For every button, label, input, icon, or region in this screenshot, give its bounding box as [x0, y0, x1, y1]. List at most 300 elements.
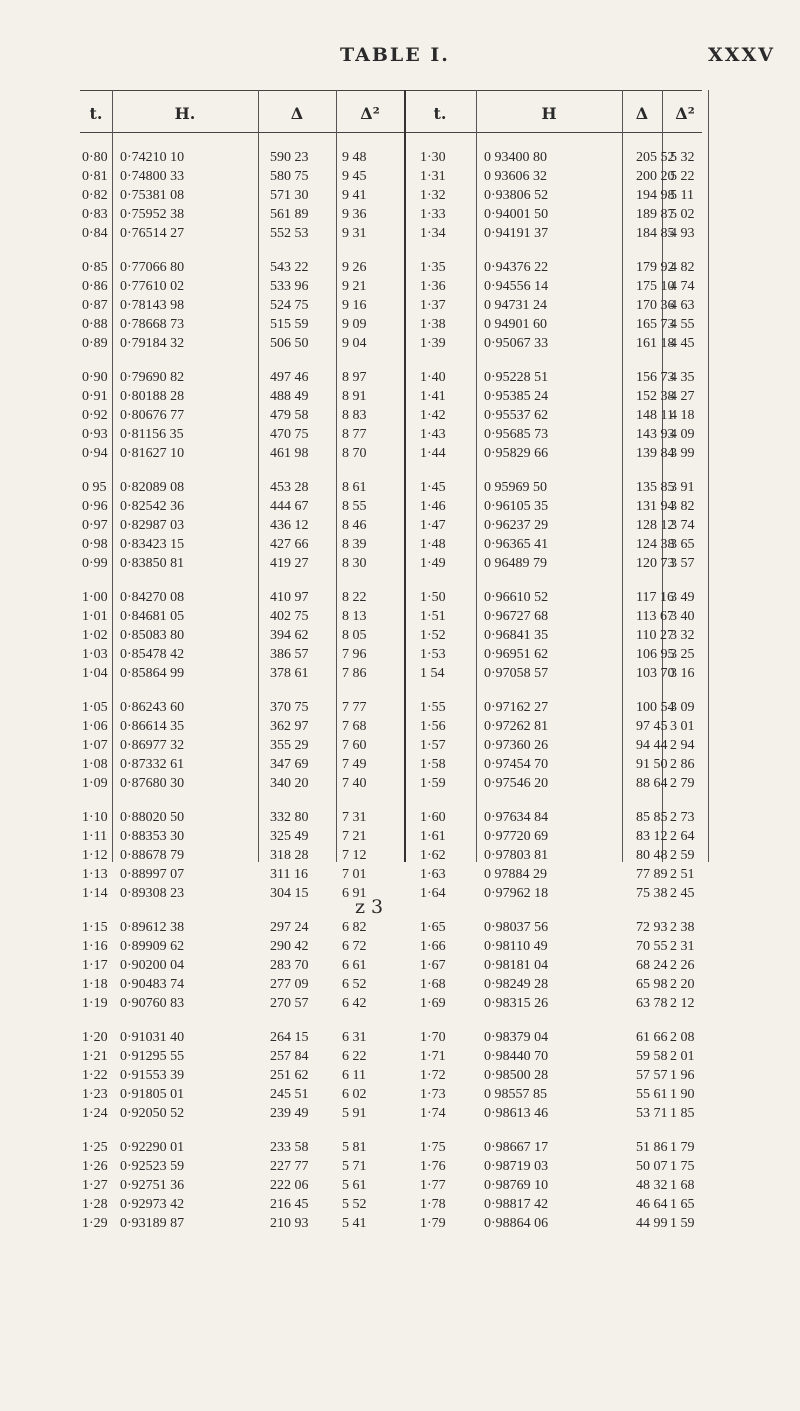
table-row: [72, 865, 712, 884]
cell-h-right: 0·98037 56: [484, 920, 549, 935]
cell-delta2-left: 5 41: [342, 1216, 367, 1231]
cell-t-left: 1·29: [82, 1216, 108, 1231]
cell-t-left: 1·10: [82, 810, 108, 825]
cell-t-left: 1·18: [82, 977, 108, 992]
cell-delta-left: 297 24: [270, 920, 309, 935]
table-row: [72, 588, 712, 607]
table-row: [72, 664, 712, 683]
cell-t-left: 1·15: [82, 920, 108, 935]
cell-delta2-left: 8 70: [342, 446, 367, 461]
row-group: [72, 1028, 712, 1123]
cell-t-left: 1·14: [82, 886, 108, 901]
cell-delta-right: 94 44: [636, 738, 668, 753]
cell-delta-right: 51 86: [636, 1140, 668, 1155]
cell-delta2-left: 9 31: [342, 226, 367, 241]
cell-delta2-right: 2 38: [670, 920, 695, 935]
cell-t-right: 1·53: [420, 647, 446, 662]
cell-delta-right: 85 85: [636, 810, 668, 825]
cell-delta2-right: 3 74: [670, 518, 695, 533]
cell-t-right: 1·79: [420, 1216, 446, 1231]
cell-delta2-right: 4 18: [670, 408, 695, 423]
cell-delta2-right: 1 68: [670, 1178, 695, 1193]
cell-t-left: 0·87: [82, 298, 108, 313]
cell-h-right: 0·97634 84: [484, 810, 549, 825]
cell-t-right: 1·49: [420, 556, 446, 571]
cell-t-right: 1·78: [420, 1197, 446, 1212]
table-row: [72, 937, 712, 956]
cell-t-right: 1·30: [420, 150, 446, 165]
cell-h-right: 0·95537 62: [484, 408, 549, 423]
cell-h-left: 0·90200 04: [120, 958, 185, 973]
cell-t-left: 0·90: [82, 370, 108, 385]
table-row: [72, 846, 712, 865]
cell-delta2-left: 9 04: [342, 336, 367, 351]
cell-h-right: 0·95385 24: [484, 389, 549, 404]
cell-delta-right: 68 24: [636, 958, 668, 973]
cell-h-left: 0·77066 80: [120, 260, 185, 275]
cell-t-left: 1·17: [82, 958, 108, 973]
table-row: [72, 736, 712, 755]
cell-delta-right: 128 12: [636, 518, 675, 533]
cell-t-left: 0·99: [82, 556, 108, 571]
cell-h-right: 0·98379 04: [484, 1030, 549, 1045]
cell-t-right: 1·68: [420, 977, 446, 992]
cell-delta2-right: 1 65: [670, 1197, 695, 1212]
cell-h-left: 0·82089 08: [120, 480, 185, 495]
cell-delta-left: 222 06: [270, 1178, 309, 1193]
table-row: [72, 444, 712, 463]
cell-t-right: 1·52: [420, 628, 446, 643]
top-rule: [80, 90, 702, 91]
table-row: [72, 478, 712, 497]
cell-h-left: 0·83850 81: [120, 556, 185, 571]
cell-h-left: 0·75952 38: [120, 207, 185, 222]
cell-delta-left: 277 09: [270, 977, 309, 992]
cell-delta-right: 184 85: [636, 226, 675, 241]
table-row: [72, 516, 712, 535]
cell-t-right: 1·64: [420, 886, 446, 901]
cell-delta2-left: 7 77: [342, 700, 367, 715]
cell-h-left: 0·92290 01: [120, 1140, 185, 1155]
cell-h-right: 0·96610 52: [484, 590, 549, 605]
cell-delta-left: 427 66: [270, 537, 309, 552]
cell-h-right: 0·96951 62: [484, 647, 549, 662]
cell-t-left: 0·93: [82, 427, 108, 442]
cell-delta2-left: 6 22: [342, 1049, 367, 1064]
cell-delta-right: 170 36: [636, 298, 675, 313]
cell-delta-left: 251 62: [270, 1068, 309, 1083]
cell-h-left: 0·76514 27: [120, 226, 185, 241]
cell-h-left: 0·86977 32: [120, 738, 185, 753]
cell-delta2-right: 4 35: [670, 370, 695, 385]
header-delta2-right: Δ²: [675, 104, 695, 123]
cell-h-left: 0·91553 39: [120, 1068, 185, 1083]
cell-h-right: 0·98110 49: [484, 939, 548, 954]
cell-h-left: 0·84681 05: [120, 609, 185, 624]
cell-t-right: 1·76: [420, 1159, 446, 1174]
cell-t-left: 1·12: [82, 848, 108, 863]
cell-delta2-left: 7 12: [342, 848, 367, 863]
cell-h-left: 0·88678 79: [120, 848, 185, 863]
cell-delta-right: 117 16: [636, 590, 674, 605]
cell-t-left: 1·04: [82, 666, 108, 681]
cell-delta-left: 325 49: [270, 829, 309, 844]
row-group: [72, 1138, 712, 1233]
table-row: [72, 406, 712, 425]
cell-t-right: 1·51: [420, 609, 446, 624]
cell-t-left: 0·86: [82, 279, 108, 294]
cell-delta2-right: 4 09: [670, 427, 695, 442]
cell-delta-left: 488 49: [270, 389, 309, 404]
cell-delta2-right: 3 40: [670, 609, 695, 624]
cell-delta-right: 165 73: [636, 317, 675, 332]
cell-h-right: 0·98440 70: [484, 1049, 549, 1064]
cell-h-left: 0·89909 62: [120, 939, 185, 954]
cell-delta2-right: 3 82: [670, 499, 695, 514]
cell-t-left: 1·28: [82, 1197, 108, 1212]
cell-delta-right: 113 67: [636, 609, 674, 624]
cell-h-left: 0·80676 77: [120, 408, 185, 423]
cell-t-right: 1 54: [420, 666, 445, 681]
table-row: [72, 918, 712, 937]
cell-h-left: 0·89612 38: [120, 920, 185, 935]
cell-t-right: 1·70: [420, 1030, 446, 1045]
cell-delta-left: 304 15: [270, 886, 309, 901]
cell-delta-left: 370 75: [270, 700, 309, 715]
cell-h-right: 0 93606 32: [484, 169, 547, 184]
cell-delta2-left: 8 77: [342, 427, 367, 442]
cell-t-left: 0·96: [82, 499, 108, 514]
cell-delta-left: 543 22: [270, 260, 309, 275]
cell-delta-right: 50 07: [636, 1159, 668, 1174]
cell-h-right: 0 94901 60: [484, 317, 547, 332]
running-head: [0, 44, 800, 74]
cell-delta2-right: 4 63: [670, 298, 695, 313]
cell-delta-right: 135 85: [636, 480, 675, 495]
row-group: [72, 258, 712, 353]
cell-t-right: 1·37: [420, 298, 446, 313]
cell-t-left: 0·82: [82, 188, 108, 203]
cell-h-right: 0·94001 50: [484, 207, 549, 222]
table-row: [72, 554, 712, 573]
cell-h-right: 0·96841 35: [484, 628, 549, 643]
cell-t-left: 1·01: [82, 609, 108, 624]
cell-h-left: 0·93189 87: [120, 1216, 185, 1231]
cell-delta2-left: 7 01: [342, 867, 367, 882]
cell-t-right: 1·47: [420, 518, 446, 533]
cell-t-left: 1·23: [82, 1087, 108, 1102]
cell-t-right: 1·32: [420, 188, 446, 203]
table-row: [72, 827, 712, 846]
cell-delta2-right: 2 64: [670, 829, 695, 844]
cell-delta2-left: 7 49: [342, 757, 367, 772]
row-group: [72, 148, 712, 243]
cell-t-right: 1·50: [420, 590, 446, 605]
cell-delta2-left: 6 02: [342, 1087, 367, 1102]
cell-h-left: 0·91295 55: [120, 1049, 185, 1064]
cell-t-right: 1·41: [420, 389, 446, 404]
cell-delta2-left: 6 61: [342, 958, 367, 973]
cell-t-right: 1·75: [420, 1140, 446, 1155]
cell-t-left: 1·25: [82, 1140, 108, 1155]
cell-delta2-left: 9 45: [342, 169, 367, 184]
cell-delta2-left: 9 41: [342, 188, 367, 203]
cell-delta-left: 210 93: [270, 1216, 309, 1231]
cell-t-right: 1·42: [420, 408, 446, 423]
cell-h-left: 0·81627 10: [120, 446, 185, 461]
cell-h-right: 0·98769 10: [484, 1178, 549, 1193]
cell-delta-right: 53 71: [636, 1106, 668, 1121]
table-row: [72, 167, 712, 186]
row-group: [72, 808, 712, 903]
cell-delta-left: 461 98: [270, 446, 309, 461]
cell-h-right: 0·95228 51: [484, 370, 549, 385]
cell-h-right: 0 93400 80: [484, 150, 547, 165]
cell-delta2-left: 8 05: [342, 628, 367, 643]
cell-delta2-left: 5 61: [342, 1178, 367, 1193]
cell-h-right: 0·96365 41: [484, 537, 549, 552]
cell-delta2-left: 8 46: [342, 518, 367, 533]
cell-delta2-right: 3 09: [670, 700, 695, 715]
cell-h-right: 0·95685 73: [484, 427, 549, 442]
cell-delta2-right: 5 11: [670, 188, 694, 203]
cell-delta-right: 65 98: [636, 977, 668, 992]
cell-t-left: 0·91: [82, 389, 108, 404]
cell-delta2-right: 4 82: [670, 260, 695, 275]
cell-delta2-right: 3 16: [670, 666, 695, 681]
cell-h-left: 0·92973 42: [120, 1197, 185, 1212]
cell-t-left: 1·11: [82, 829, 108, 844]
cell-delta2-left: 5 91: [342, 1106, 367, 1121]
cell-delta-right: 91 50: [636, 757, 668, 772]
cell-delta-right: 175 10: [636, 279, 675, 294]
cell-t-right: 1·74: [420, 1106, 446, 1121]
table-row: [72, 755, 712, 774]
table-row: [72, 975, 712, 994]
table-row: [72, 258, 712, 277]
cell-t-left: 0·81: [82, 169, 108, 184]
table-row: [72, 698, 712, 717]
cell-delta-right: 80 48: [636, 848, 668, 863]
cell-delta2-right: 2 12: [670, 996, 695, 1011]
cell-delta2-left: 8 97: [342, 370, 367, 385]
cell-delta2-left: 8 22: [342, 590, 367, 605]
cell-delta2-right: 1 85: [670, 1106, 695, 1121]
cell-t-left: 1·27: [82, 1178, 108, 1193]
cell-delta-left: 216 45: [270, 1197, 309, 1212]
cell-delta2-right: 1 59: [670, 1216, 695, 1231]
cell-delta-left: 347 69: [270, 757, 309, 772]
table-row: [72, 1028, 712, 1047]
cell-delta2-right: 2 51: [670, 867, 695, 882]
cell-h-left: 0·89308 23: [120, 886, 185, 901]
cell-delta-right: 200 20: [636, 169, 675, 184]
cell-delta2-left: 9 26: [342, 260, 367, 275]
cell-t-left: 0·84: [82, 226, 108, 241]
cell-h-right: 0 97884 29: [484, 867, 547, 882]
cell-h-right: 0·97803 81: [484, 848, 549, 863]
cell-delta-right: 205 52: [636, 150, 675, 165]
cell-delta2-right: 2 59: [670, 848, 695, 863]
cell-t-left: 1·24: [82, 1106, 108, 1121]
cell-h-left: 0·75381 08: [120, 188, 185, 203]
cell-delta2-left: 6 91: [342, 886, 367, 901]
row-group: [72, 918, 712, 1013]
table-row: [72, 626, 712, 645]
header-t-right: t.: [433, 104, 447, 123]
table-row: [72, 148, 712, 167]
cell-delta2-left: 7 96: [342, 647, 367, 662]
cell-delta-left: 552 53: [270, 226, 309, 241]
cell-delta-right: 70 55: [636, 939, 668, 954]
cell-delta-left: 497 46: [270, 370, 309, 385]
cell-h-right: 0·97162 27: [484, 700, 549, 715]
header-delta2-left: Δ²: [360, 104, 380, 123]
table-row: [72, 497, 712, 516]
cell-t-left: 1·09: [82, 776, 108, 791]
cell-h-left: 0·88020 50: [120, 810, 185, 825]
table-row: [72, 1066, 712, 1085]
cell-t-left: 1·08: [82, 757, 108, 772]
cell-h-left: 0·77610 02: [120, 279, 185, 294]
cell-h-left: 0·90483 74: [120, 977, 185, 992]
cell-t-left: 1·16: [82, 939, 108, 954]
table-row: [72, 1104, 712, 1123]
table-row: [72, 1176, 712, 1195]
cell-t-right: 1·43: [420, 427, 446, 442]
cell-t-left: 1·20: [82, 1030, 108, 1045]
cell-delta2-right: 2 01: [670, 1049, 695, 1064]
cell-delta2-right: 2 31: [670, 939, 695, 954]
cell-delta2-left: 7 68: [342, 719, 367, 734]
cell-delta-left: 394 62: [270, 628, 309, 643]
cell-delta2-right: 3 91: [670, 480, 695, 495]
cell-h-right: 0·95829 66: [484, 446, 549, 461]
cell-delta-right: 143 93: [636, 427, 675, 442]
header-rule: [80, 132, 702, 133]
cell-t-right: 1·44: [420, 446, 446, 461]
cell-h-left: 0·80188 28: [120, 389, 185, 404]
cell-delta-right: 77 89: [636, 867, 668, 882]
cell-delta2-left: 8 61: [342, 480, 367, 495]
cell-delta-left: 311 16: [270, 867, 308, 882]
cell-delta2-left: 9 21: [342, 279, 367, 294]
cell-delta-right: 88 64: [636, 776, 668, 791]
cell-h-right: 0·98817 42: [484, 1197, 549, 1212]
cell-t-left: 0 95: [82, 480, 107, 495]
cell-h-left: 0·86243 60: [120, 700, 185, 715]
cell-delta2-left: 9 16: [342, 298, 367, 313]
table-row: [72, 296, 712, 315]
cell-delta-right: 110 27: [636, 628, 674, 643]
cell-t-right: 1·31: [420, 169, 446, 184]
cell-h-left: 0·79690 82: [120, 370, 185, 385]
cell-delta2-left: 9 36: [342, 207, 367, 222]
cell-delta-left: 318 28: [270, 848, 309, 863]
cell-delta-left: 227 77: [270, 1159, 309, 1174]
cell-h-left: 0·74800 33: [120, 169, 185, 184]
cell-delta-right: 55 61: [636, 1087, 668, 1102]
cell-t-right: 1·56: [420, 719, 446, 734]
cell-delta-left: 524 75: [270, 298, 309, 313]
cell-h-right: 0·98500 28: [484, 1068, 549, 1083]
cell-delta-right: 131 94: [636, 499, 675, 514]
cell-h-left: 0·74210 10: [120, 150, 185, 165]
table-row: [72, 535, 712, 554]
cell-delta2-left: 8 30: [342, 556, 367, 571]
cell-delta-right: 161 18: [636, 336, 675, 351]
cell-delta-left: 444 67: [270, 499, 309, 514]
cell-delta2-left: 5 71: [342, 1159, 367, 1174]
cell-delta2-left: 6 52: [342, 977, 367, 992]
cell-delta-right: 103 70: [636, 666, 675, 681]
cell-t-right: 1·45: [420, 480, 446, 495]
cell-delta-right: 100 54: [636, 700, 675, 715]
cell-t-right: 1·59: [420, 776, 446, 791]
cell-delta2-right: 2 86: [670, 757, 695, 772]
cell-t-left: 1·22: [82, 1068, 108, 1083]
cell-delta2-right: 3 49: [670, 590, 695, 605]
cell-h-right: 0 96489 79: [484, 556, 547, 571]
cell-t-left: 0·97: [82, 518, 108, 533]
cell-t-right: 1·58: [420, 757, 446, 772]
cell-delta2-left: 6 82: [342, 920, 367, 935]
cell-h-left: 0·91031 40: [120, 1030, 185, 1045]
cell-delta2-left: 5 52: [342, 1197, 367, 1212]
cell-h-left: 0·85478 42: [120, 647, 185, 662]
header-h-left: H.: [174, 104, 196, 123]
signature-mark: z 3: [355, 896, 384, 918]
cell-t-left: 1·13: [82, 867, 108, 882]
cell-delta2-left: 7 40: [342, 776, 367, 791]
cell-t-right: 1·77: [420, 1178, 446, 1193]
cell-delta-right: 61 66: [636, 1030, 668, 1045]
cell-h-right: 0·96727 68: [484, 609, 549, 624]
cell-delta-left: 419 27: [270, 556, 309, 571]
cell-h-right: 0·97962 18: [484, 886, 549, 901]
cell-delta2-left: 6 31: [342, 1030, 367, 1045]
cell-delta2-left: 8 55: [342, 499, 367, 514]
cell-h-left: 0·85864 99: [120, 666, 185, 681]
header-t-left: t.: [89, 104, 103, 123]
table-row: [72, 334, 712, 353]
cell-delta2-right: 5 22: [670, 169, 695, 184]
header-h-right: H: [541, 104, 557, 123]
cell-delta2-right: 3 25: [670, 647, 695, 662]
cell-t-left: 0·80: [82, 150, 108, 165]
cell-h-right: 0·96105 35: [484, 499, 549, 514]
cell-t-right: 1·57: [420, 738, 446, 753]
cell-t-left: 1·00: [82, 590, 108, 605]
cell-t-left: 1·19: [82, 996, 108, 1011]
cell-delta2-left: 6 11: [342, 1068, 366, 1083]
cell-delta2-left: 9 09: [342, 317, 367, 332]
cell-delta2-right: 5 02: [670, 207, 695, 222]
cell-h-left: 0·79184 32: [120, 336, 185, 351]
cell-h-right: 0·94191 37: [484, 226, 549, 241]
cell-t-left: 1·07: [82, 738, 108, 753]
cell-delta-right: 120 73: [636, 556, 675, 571]
table-row: [72, 224, 712, 243]
table-row: [72, 645, 712, 664]
cell-delta-left: 283 70: [270, 958, 309, 973]
cell-t-right: 1·55: [420, 700, 446, 715]
cell-delta-left: 378 61: [270, 666, 309, 681]
cell-delta2-right: 5 32: [670, 150, 695, 165]
cell-delta-left: 580 75: [270, 169, 309, 184]
cell-delta-right: 44 99: [636, 1216, 668, 1231]
cell-t-left: 0·85: [82, 260, 108, 275]
